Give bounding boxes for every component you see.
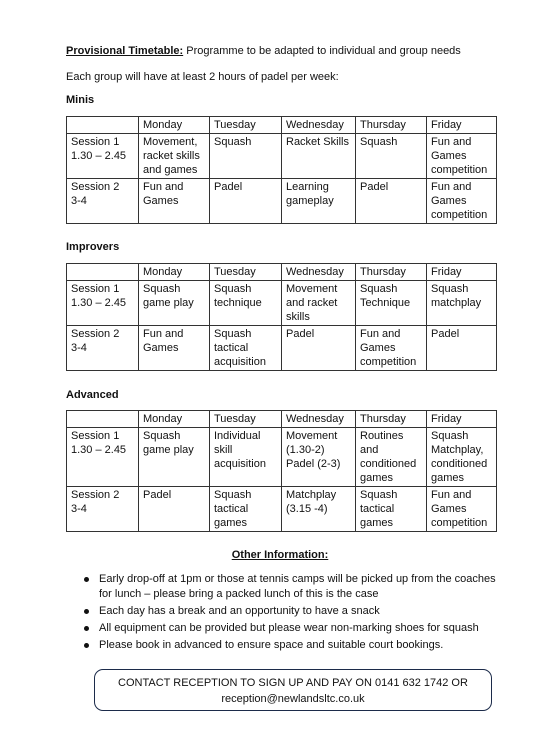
list-item (82, 638, 502, 653)
group-heading-advanced: Advanced (66, 389, 119, 401)
table-cell: Padel (139, 487, 210, 532)
table-cell: Squash tactical acquisition (210, 326, 282, 371)
header-cell: Monday (139, 411, 210, 428)
timetable-advanced (66, 410, 497, 532)
table-cell: Padel (356, 179, 427, 224)
table-cell: Padel (210, 179, 282, 224)
padel-note: Each group will have at least 2 hours of padel per week: (66, 71, 339, 83)
timetable-label: Provisional Timetable: (66, 45, 184, 57)
table-header-row (67, 264, 497, 281)
table-cell: Racket Skills (282, 134, 356, 179)
header-cell (67, 117, 139, 134)
table-cell: Squash (210, 134, 282, 179)
timetable-minis (66, 116, 497, 224)
header-cell: Friday (427, 264, 497, 281)
header-cell: Monday (139, 117, 210, 134)
table-cell: Fun and Games competition (427, 134, 497, 179)
table-cell: Squash technique (210, 281, 282, 326)
table-cell: Fun and Games competition (427, 179, 497, 224)
header-cell: Thursday (356, 411, 427, 428)
list-item (82, 621, 502, 636)
table-row (67, 179, 497, 224)
table-cell: Squash Technique (356, 281, 427, 326)
session-cell: Session 1 1.30 – 2.45 (67, 428, 139, 487)
table-cell: Individual skill acquisition (210, 428, 282, 487)
header-cell: Tuesday (210, 264, 282, 281)
bullet-icon (84, 643, 89, 648)
header-cell: Wednesday (282, 411, 356, 428)
table-cell: Squash (356, 134, 427, 179)
header-cell: Thursday (356, 117, 427, 134)
table-row (67, 326, 497, 371)
header-cell (67, 264, 139, 281)
timetable-improvers (66, 263, 497, 371)
header-cell: Wednesday (282, 264, 356, 281)
table-cell: Movement (1.30-2) Padel (2-3) (282, 428, 356, 487)
list-item (82, 572, 502, 602)
group-heading-improvers: Improvers (66, 241, 120, 253)
timetable-text: Programme to be adapted to individual and group needs (183, 45, 461, 57)
header-cell: Friday (427, 117, 497, 134)
header-cell: Friday (427, 411, 497, 428)
contact-line: CONTACT RECEPTION TO SIGN UP AND PAY ON 0141 632 1742 OR (118, 677, 468, 689)
table-row (67, 428, 497, 487)
header-cell: Monday (139, 264, 210, 281)
table-row (67, 281, 497, 326)
table-cell: Fun and Games competition (356, 326, 427, 371)
session-cell: Session 2 3-4 (67, 326, 139, 371)
table-cell: Fun and Games (139, 326, 210, 371)
session-cell: Session 1 1.30 – 2.45 (67, 281, 139, 326)
bullet-icon (84, 626, 89, 631)
table-cell: Movement, racket skills and games (139, 134, 210, 179)
table-cell: Squash game play (139, 428, 210, 487)
header-cell (67, 411, 139, 428)
bullet-icon (84, 609, 89, 614)
table-cell: Squash tactical games (210, 487, 282, 532)
contact-email[interactable]: reception@newlandsltc.co.uk (221, 693, 365, 705)
session-cell: Session 2 3-4 (67, 179, 139, 224)
header-cell: Tuesday (210, 411, 282, 428)
table-cell: Movement and racket skills (282, 281, 356, 326)
table-cell: Squash Matchplay, conditioned games (427, 428, 497, 487)
header-cell: Thursday (356, 264, 427, 281)
list-item-text: All equipment can be provided but please wear non-marking shoes for squash (99, 622, 479, 634)
table-cell: Fun and Games (139, 179, 210, 224)
header-cell: Wednesday (282, 117, 356, 134)
contact-box (94, 669, 492, 711)
table-cell: Squash tactical games (356, 487, 427, 532)
list-item-text: Please book in advanced to ensure space and suitable court bookings. (99, 639, 444, 651)
table-cell: Padel (427, 326, 497, 371)
table-cell: Fun and Games competition (427, 487, 497, 532)
table-cell: Padel (282, 326, 356, 371)
other-info-title: Other Information: (231, 549, 329, 561)
table-header-row (67, 411, 497, 428)
list-item-text: Early drop-off at 1pm or those at tennis camps will be picked up from the coaches for lunch – please bring a packed lunch of this is the case (99, 573, 496, 600)
table-row (67, 487, 497, 532)
intro-line (66, 45, 461, 57)
table-header-row (67, 117, 497, 134)
session-cell: Session 2 3-4 (67, 487, 139, 532)
session-cell: Session 1 1.30 – 2.45 (67, 134, 139, 179)
other-info-list (82, 572, 502, 655)
table-cell: Matchplay (3.15 -4) (282, 487, 356, 532)
table-cell: Squash matchplay (427, 281, 497, 326)
bullet-icon (84, 577, 89, 582)
table-cell: Routines and conditioned games (356, 428, 427, 487)
header-cell: Tuesday (210, 117, 282, 134)
table-cell: Learning gameplay (282, 179, 356, 224)
group-heading-minis: Minis (66, 94, 95, 106)
table-row (67, 134, 497, 179)
list-item (82, 604, 502, 619)
table-cell: Squash game play (139, 281, 210, 326)
list-item-text: Each day has a break and an opportunity to have a snack (99, 605, 380, 617)
